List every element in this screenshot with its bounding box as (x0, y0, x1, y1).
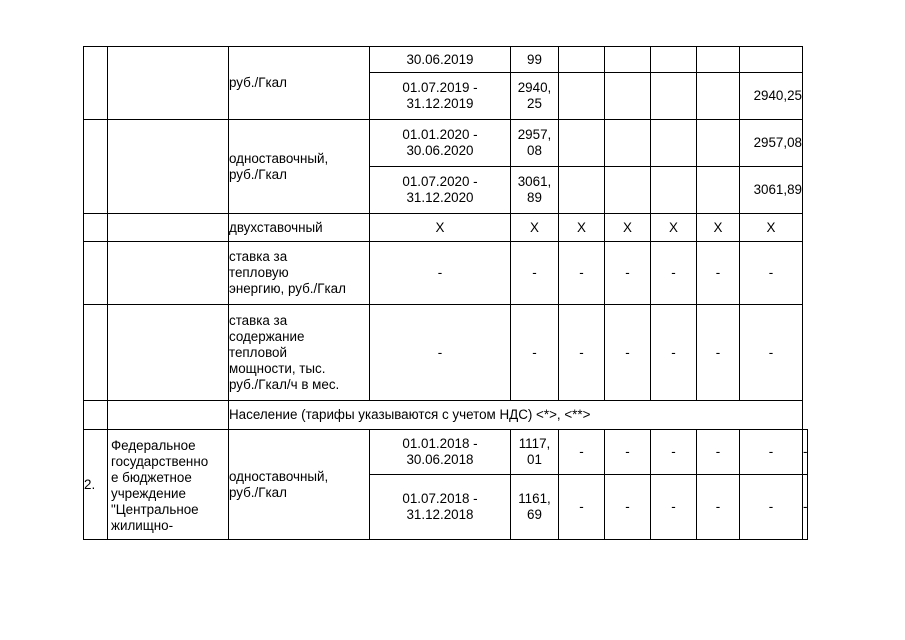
total-text: 2957,08 (753, 135, 802, 150)
dash-mark: - (768, 444, 774, 459)
dash-mark: - (579, 444, 584, 459)
org-name: жилищно- (111, 518, 174, 533)
dash-cell (740, 305, 803, 401)
dash-cell (511, 242, 559, 305)
period-text: 01.01.2020 - (402, 127, 478, 142)
unit-label: руб./Гкал (229, 75, 287, 90)
num-cell (84, 242, 108, 305)
unit-label: одноставочный, (229, 468, 329, 484)
dash-cell (697, 475, 740, 540)
empty-cell (605, 167, 651, 214)
period-text: 01.07.2019 - (402, 80, 478, 95)
unit-label: мощности, тыс. (229, 360, 326, 376)
period-cell (370, 47, 511, 73)
unit-label: руб./Гкал/ч в мес. (229, 376, 340, 392)
empty-cell (651, 47, 697, 73)
dash-mark: - (532, 344, 537, 360)
dash-cell (740, 242, 803, 305)
dash-cell (651, 305, 697, 401)
unit-label: ставка за (229, 249, 288, 264)
dash-mark: - (768, 499, 774, 514)
dash-cell (559, 430, 605, 475)
dash-mark: - (715, 444, 721, 459)
empty-cell (651, 120, 697, 167)
unit-cell (229, 430, 370, 540)
value-cell (511, 430, 559, 475)
empty-cell (697, 167, 740, 214)
value-cell (511, 120, 559, 167)
dash-mark: - (671, 344, 676, 360)
dash-mark: - (768, 344, 774, 360)
dash-mark: - (532, 265, 537, 280)
x-mark: Х (766, 219, 776, 235)
dash-cell (605, 242, 651, 305)
section-heading-cell (229, 401, 803, 430)
unit-cell (229, 305, 370, 401)
mark-cell (651, 214, 697, 242)
dash-mark: - (803, 444, 808, 459)
unit-label: содержание (229, 328, 305, 344)
dash-mark: - (715, 265, 721, 280)
org-name: учреждение (111, 486, 186, 501)
unit-cell (229, 242, 370, 305)
x-mark: Х (435, 219, 445, 235)
empty-cell (697, 73, 740, 120)
table-row (84, 120, 808, 167)
period-text: 30.06.2018 (406, 452, 474, 467)
empty-cell (559, 167, 605, 214)
total-cell (740, 120, 803, 167)
table-row (84, 214, 808, 242)
table-row (84, 305, 808, 401)
unit-label: одноставочный, (229, 150, 329, 166)
section-heading: Население (тарифы указываются с учетом НДС) <*>, <**> (229, 407, 591, 422)
mark-cell (740, 214, 803, 242)
mark-cell (370, 214, 511, 242)
org-cell (108, 430, 229, 540)
dash-mark: - (715, 499, 721, 514)
value-text: 2940, (517, 80, 552, 95)
dash-mark: - (579, 499, 584, 514)
empty-cell (605, 73, 651, 120)
section-row (84, 401, 808, 430)
empty-cell (697, 120, 740, 167)
dash-cell (697, 305, 740, 401)
x-mark: Х (530, 219, 539, 235)
org-name: Федеральное (111, 438, 196, 453)
empty-cell (559, 73, 605, 120)
num-cell (84, 214, 108, 242)
dash-mark: - (671, 265, 676, 280)
org-cell (108, 305, 229, 401)
unit-label: руб./Гкал (229, 166, 287, 182)
period-cell (370, 73, 511, 120)
org-cell (108, 120, 229, 214)
value-text: 01 (527, 452, 542, 467)
dash-mark: - (625, 265, 630, 280)
unit-cell (229, 120, 370, 214)
period-text: 31.12.2018 (406, 507, 474, 522)
dash-cell (803, 475, 808, 540)
period-cell (370, 167, 511, 214)
dash-cell (559, 242, 605, 305)
value-cell (511, 47, 559, 73)
total-cell (740, 73, 803, 120)
dash-mark: - (671, 499, 676, 514)
dash-cell (605, 475, 651, 540)
dash-mark: - (437, 344, 443, 360)
dash-cell (511, 305, 559, 401)
x-mark: Х (623, 219, 632, 235)
org-cell (108, 401, 229, 430)
mark-cell (559, 214, 605, 242)
dash-mark: - (625, 499, 630, 514)
period-text: 01.01.2018 - (402, 436, 478, 451)
period-cell (370, 430, 511, 475)
num-cell (84, 401, 108, 430)
value-cell (511, 475, 559, 540)
tariff-table (83, 46, 808, 540)
dash-cell (370, 242, 511, 305)
dash-mark: - (437, 265, 443, 280)
num-cell (84, 120, 108, 214)
period-text: 30.06.2020 (406, 143, 474, 158)
num-cell (84, 47, 108, 120)
x-mark: Х (577, 219, 586, 235)
dash-cell (605, 305, 651, 401)
value-cell (511, 167, 559, 214)
period-text: 31.12.2019 (406, 96, 474, 111)
value-text: 2957, (517, 127, 552, 142)
dash-mark: - (768, 265, 774, 280)
table-row (84, 47, 808, 73)
empty-cell (559, 47, 605, 73)
value-cell (511, 73, 559, 120)
unit-label: ставка за (229, 312, 288, 328)
dash-cell (559, 305, 605, 401)
total-text: 3061,89 (753, 182, 802, 197)
dash-cell (803, 430, 808, 475)
org-cell (108, 47, 229, 120)
org-name: "Центральное (111, 502, 199, 517)
total-text: 2940,25 (753, 88, 802, 103)
empty-cell (697, 47, 740, 73)
org-name: государственно (111, 454, 209, 469)
dash-mark: - (579, 265, 584, 280)
unit-label: тепловой (229, 344, 287, 360)
org-cell (108, 242, 229, 305)
dash-cell (697, 430, 740, 475)
value-text: 3061, (517, 174, 552, 189)
empty-cell (651, 167, 697, 214)
value-text: 89 (527, 190, 542, 205)
empty-cell (605, 47, 651, 73)
org-cell (108, 214, 229, 242)
period-cell (370, 120, 511, 167)
unit-label: руб./Гкал (229, 484, 287, 500)
period-cell (370, 475, 511, 540)
row-number: 2. (84, 476, 96, 492)
unit-label: двухставочный (229, 219, 323, 235)
num-cell (84, 305, 108, 401)
value-text: 25 (527, 96, 542, 111)
value-text: 69 (527, 507, 542, 522)
dash-cell (651, 242, 697, 305)
table-row (84, 430, 808, 475)
value-text: 1161, (518, 491, 551, 506)
empty-cell (559, 120, 605, 167)
period-text: 30.06.2019 (406, 51, 474, 67)
value-text: 1117, (518, 436, 551, 451)
dash-cell (605, 430, 651, 475)
unit-label: тепловую (229, 265, 289, 280)
dash-cell (559, 475, 605, 540)
empty-cell (605, 120, 651, 167)
dash-cell (697, 242, 740, 305)
table-row (84, 242, 808, 305)
x-mark: Х (713, 219, 723, 235)
total-cell (740, 167, 803, 214)
value-text: 08 (527, 143, 542, 158)
dash-mark: - (671, 444, 676, 459)
dash-cell (651, 430, 697, 475)
empty-cell (740, 47, 803, 73)
dash-cell (370, 305, 511, 401)
period-text: 01.07.2020 - (402, 174, 478, 189)
x-mark: Х (669, 219, 678, 235)
dash-mark: - (803, 499, 808, 514)
dash-cell (740, 475, 803, 540)
period-text: 31.12.2020 (406, 190, 474, 205)
period-text: 01.07.2018 - (402, 491, 478, 506)
dash-mark: - (625, 344, 630, 360)
value-text: 99 (527, 51, 542, 67)
mark-cell (511, 214, 559, 242)
unit-cell (229, 214, 370, 242)
unit-cell (229, 47, 370, 120)
mark-cell (697, 214, 740, 242)
dash-mark: - (715, 344, 721, 360)
empty-cell (651, 73, 697, 120)
dash-cell (651, 475, 697, 540)
org-name: е бюджетное (111, 470, 192, 485)
mark-cell (605, 214, 651, 242)
dash-mark: - (625, 444, 630, 459)
num-cell (84, 430, 108, 540)
dash-cell (740, 430, 803, 475)
unit-label: энергию, руб./Гкал (229, 281, 346, 296)
dash-mark: - (579, 344, 584, 360)
